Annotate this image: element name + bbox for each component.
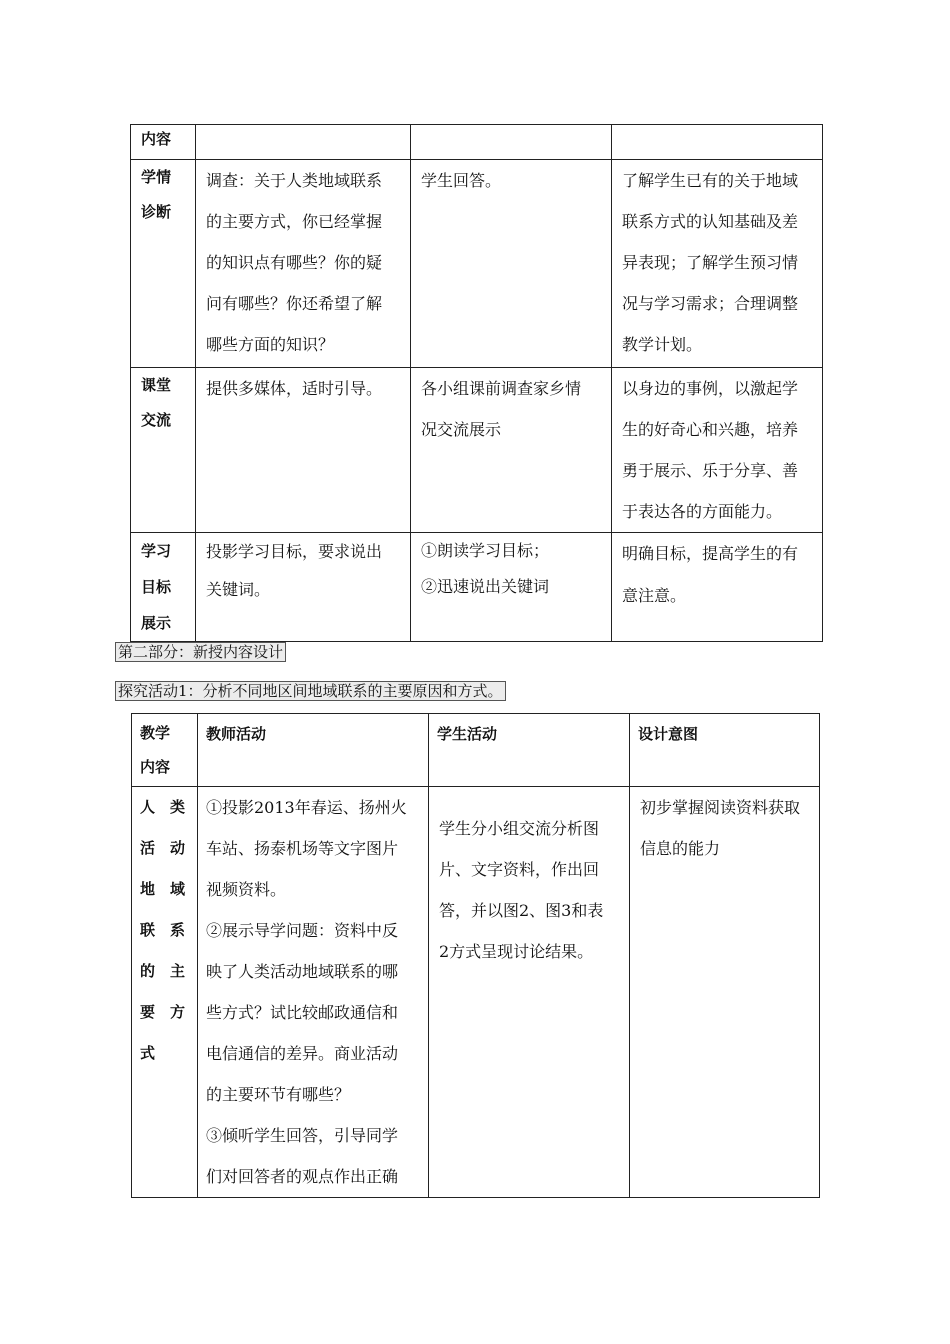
intent-cell: 了解学生已有的关于地域 联系方式的认知基础及差 异表现；了解学生预习情 况与学习需求；合理调整 教学计划。 — [612, 160, 823, 368]
intent-cell — [612, 125, 823, 160]
row-label-text: 内容 — [141, 130, 172, 148]
table-header-row — [132, 714, 820, 787]
teacher-cell: 提供多媒体，适时引导。 — [196, 368, 411, 533]
row-label-text: 课堂 交流 — [141, 376, 172, 429]
table-row — [131, 160, 823, 368]
row-label-text: 学习 目标 展示 — [141, 542, 172, 632]
row-label — [131, 533, 196, 642]
lesson-table-1 — [130, 124, 823, 642]
student-cell: 学生分小组交流分析图 片、文字资料，作出回 答，并以图2、图3和表 2方式呈现讨论结果。 — [429, 787, 630, 1198]
lesson-table-2 — [131, 713, 820, 1198]
teacher-cell: 投影学习目标，要求说出 关键词。 — [196, 533, 411, 642]
table-row — [131, 125, 823, 160]
table-row — [132, 787, 820, 1198]
header-student: 学生活动 — [429, 714, 630, 787]
intent-cell: 初步掌握阅读资料获取 信息的能力 — [630, 787, 820, 1198]
intent-cell: 以身边的事例，以激起学 生的好奇心和兴趣，培养 勇于展示、乐于分享、善 于表达各的方面能力。 — [612, 368, 823, 533]
header-intent: 设计意图 — [630, 714, 820, 787]
teacher-cell: ①投影2013年春运、扬州火 车站、扬泰机场等文字图片 视频资料。 ②展示导学问题：资料中反 映了人类活动地域联系的哪 些方式？试比较邮政通信和 电信通信的差异。商业活动 的主要环节有哪些？ ③倾听学生回答，引导同学 们对回答者的观点作出正确 — [198, 787, 429, 1198]
activity-title: 探究活动1：分析不同地区间地域联系的主要原因和方式。 — [115, 681, 506, 701]
row-label-text: 人 类 活 动 地 域 联 系 的 主 要 方 式 — [140, 798, 186, 1062]
teacher-cell: 调查：关于人类地域联系 的主要方式，你已经掌握 的知识点有哪些？你的疑 问有哪些？你还希望了解 哪些方面的知识？ — [196, 160, 411, 368]
teacher-cell — [196, 125, 411, 160]
row-label — [131, 160, 196, 368]
intent-cell: 明确目标，提高学生的有 意注意。 — [612, 533, 823, 642]
row-label — [131, 125, 196, 160]
row-label-text: 学情 诊断 — [141, 168, 172, 221]
header-teacher: 教师活动 — [198, 714, 429, 787]
student-cell: ①朗读学习目标； ②迅速说出关键词 — [411, 533, 612, 642]
header-content: 教学 内容 — [132, 714, 198, 787]
student-cell: 各小组课前调查家乡情 况交流展示 — [411, 368, 612, 533]
student-cell — [411, 125, 612, 160]
row-label — [132, 787, 198, 1198]
student-cell: 学生回答。 — [411, 160, 612, 368]
table-row — [131, 368, 823, 533]
table-row — [131, 533, 823, 642]
row-label — [131, 368, 196, 533]
section-title: 第二部分：新授内容设计 — [115, 642, 286, 662]
